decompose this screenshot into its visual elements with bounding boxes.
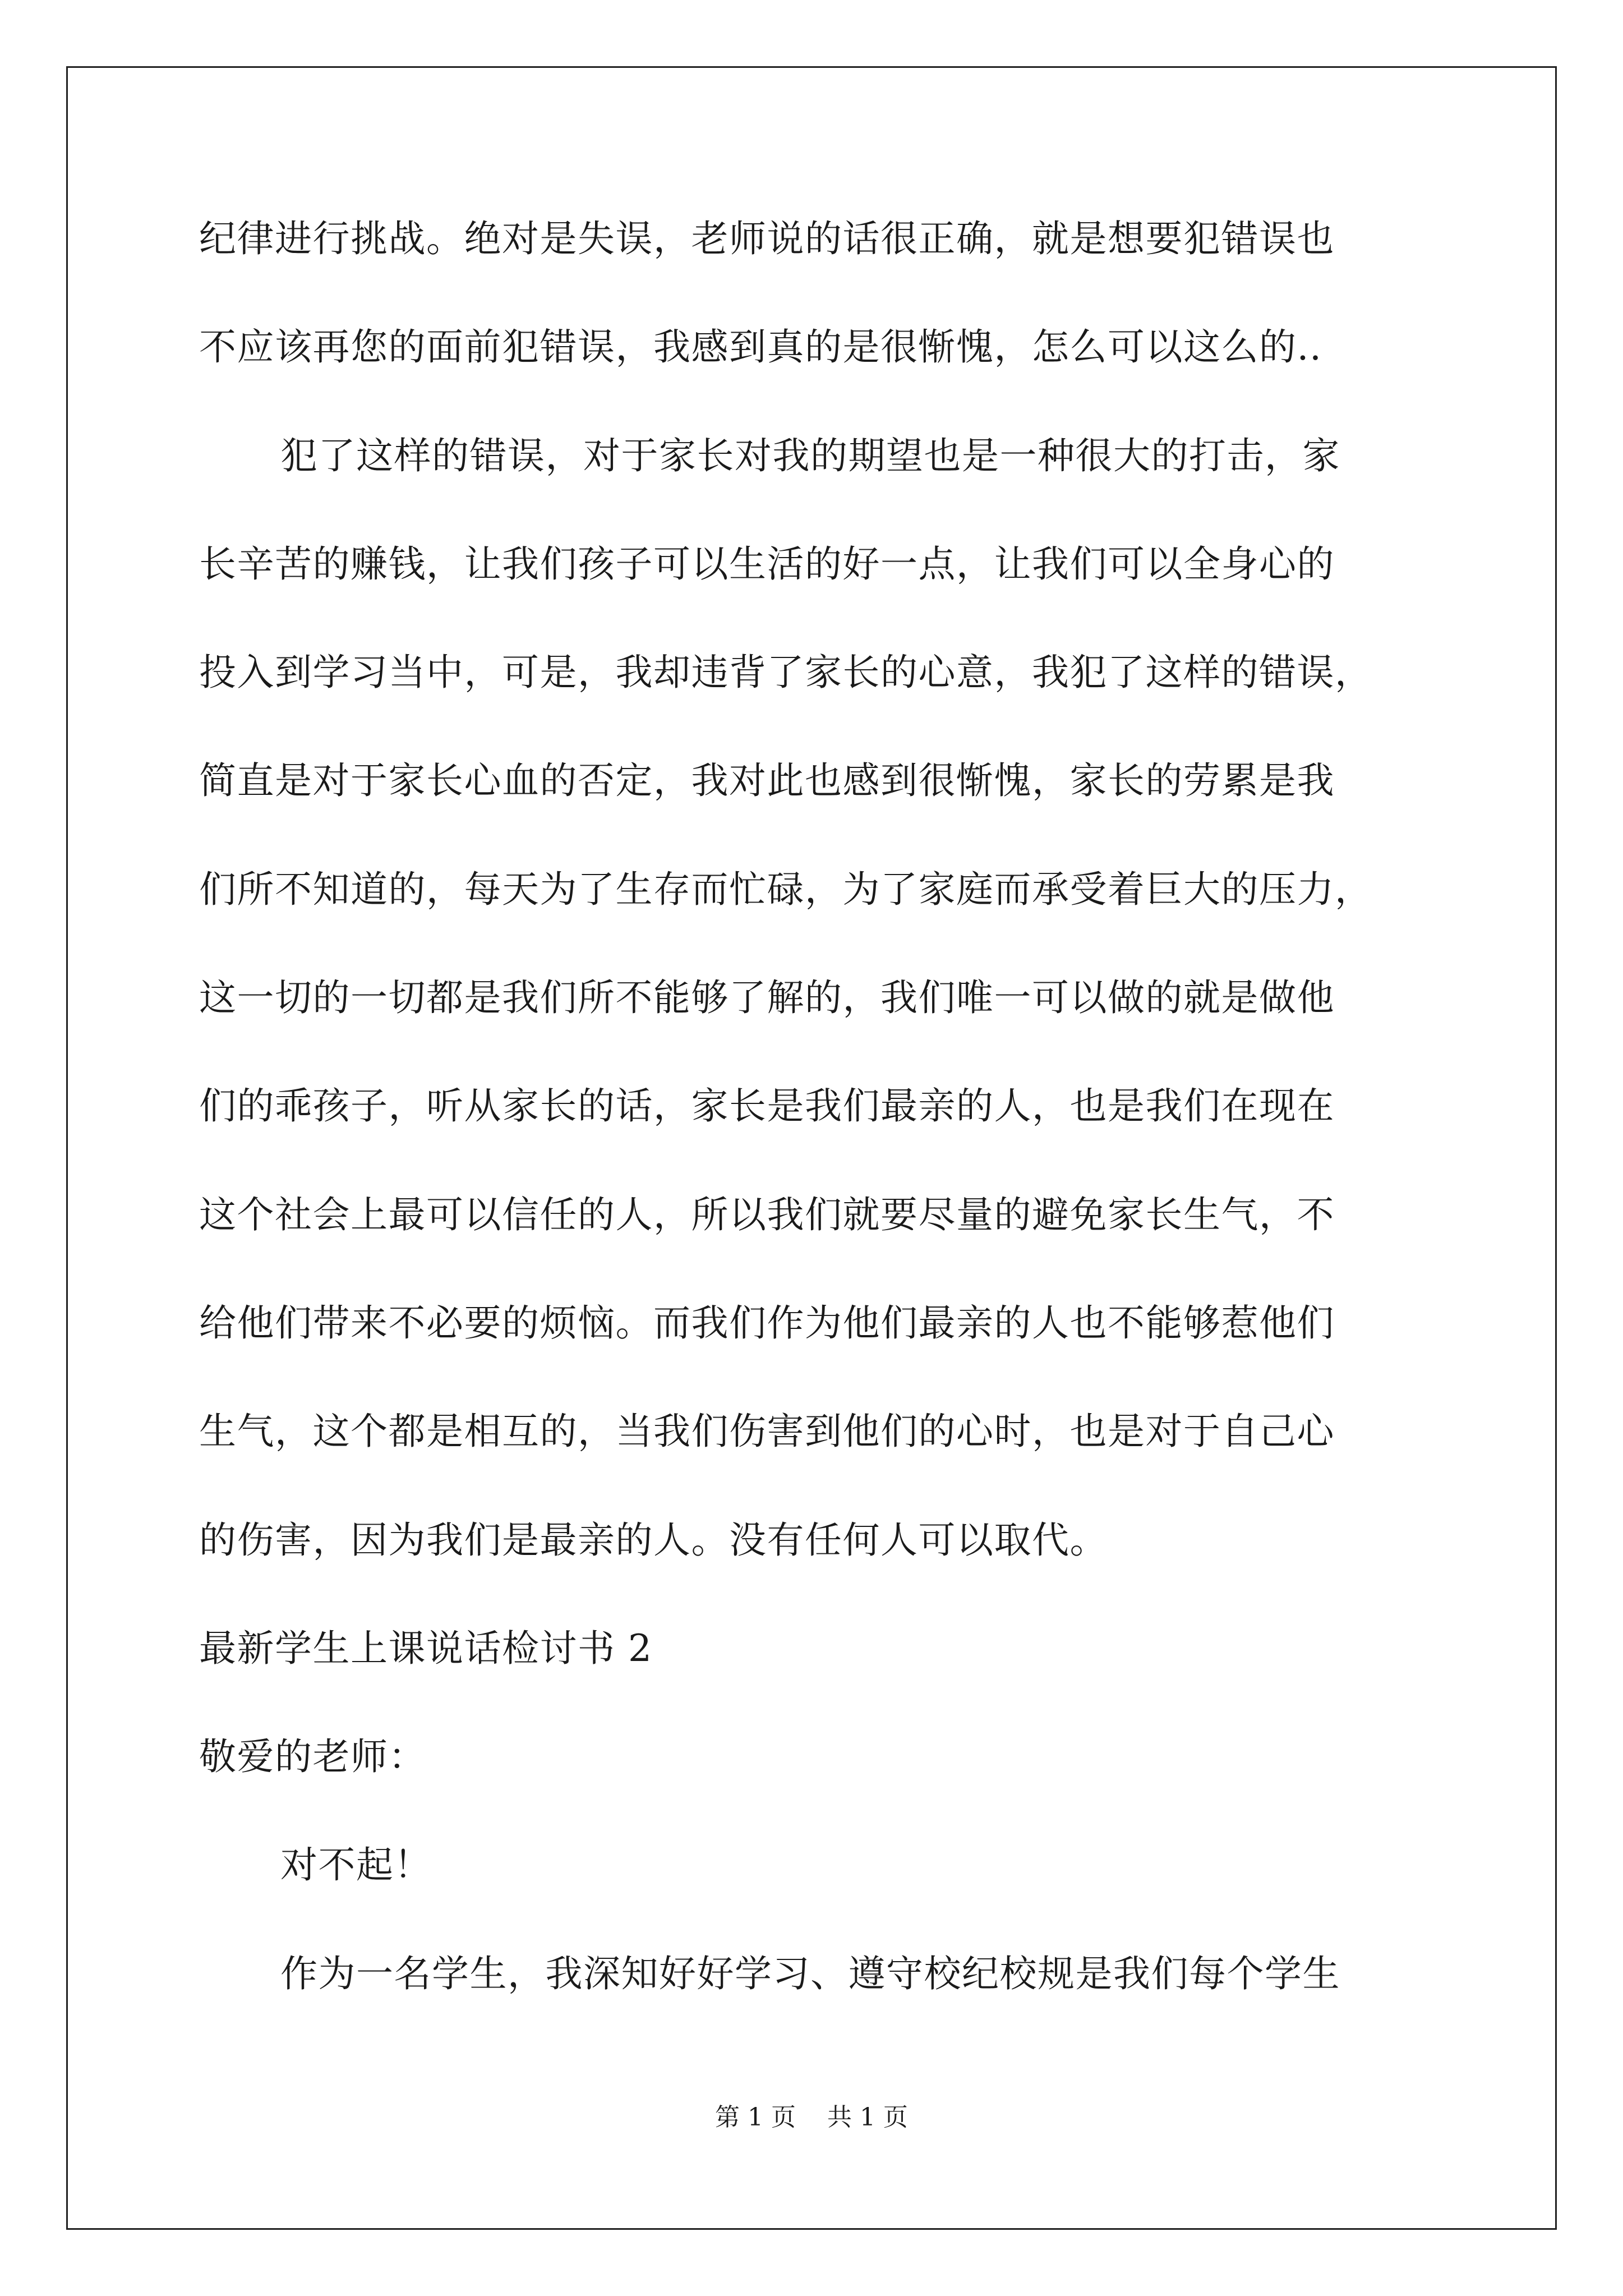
body-line-4: 长辛苦的赚钱，让我们孩子可以生活的好一点，让我们可以全身心的 [199, 542, 1335, 586]
document-body [199, 212, 1433, 2055]
body-line-10: 这个社会上最可以信任的人，所以我们就要尽量的避免家长生气，不 [199, 1193, 1335, 1236]
body-line-7: 们所不知道的，每天为了生存而忙碌，为了家庭而承受着巨大的压力， [199, 867, 1373, 911]
apology-line: 对不起！ [280, 1843, 432, 1887]
section-heading: 最新学生上课说话检讨书 2 [199, 1626, 653, 1670]
body-line-3: 犯了这样的错误，对于家长对我的期望也是一种很大的打击，家 [280, 434, 1340, 477]
body-line-1: 纪律进行挑战。绝对是失误，老师说的话很正确，就是想要犯错误也 [199, 217, 1335, 260]
body-line-last: 作为一名学生，我深知好好学习、遵守校纪校规是我们每个学生 [280, 1952, 1340, 1995]
body-line-5: 投入到学习当中，可是，我却违背了家长的心意，我犯了这样的错误， [199, 651, 1373, 694]
body-line-11: 给他们带来不必要的烦恼。而我们作为他们最亲的人也不能够惹他们 [199, 1301, 1335, 1345]
body-line-2: 不应该再您的面前犯错误，我感到真的是很惭愧，怎么可以这么的.. [199, 325, 1322, 369]
body-line-6: 简直是对于家长心血的否定，我对此也感到很惭愧，家长的劳累是我 [199, 759, 1335, 803]
page-number-footer: 第 1 页 共 1 页 [715, 2103, 908, 2132]
body-line-9: 们的乖孩子，听从家长的话，家长是我们最亲的人，也是我们在现在 [199, 1084, 1335, 1128]
body-line-13: 的伤害，因为我们是最亲的人。没有任何人可以取代。 [199, 1518, 1108, 1562]
salutation: 敬爱的老师： [199, 1735, 426, 1779]
body-line-8: 这一切的一切都是我们所不能够了解的，我们唯一可以做的就是做他 [199, 976, 1335, 1020]
body-line-12: 生气，这个都是相互的，当我们伤害到他们的心时，也是对于自己心 [199, 1410, 1335, 1453]
